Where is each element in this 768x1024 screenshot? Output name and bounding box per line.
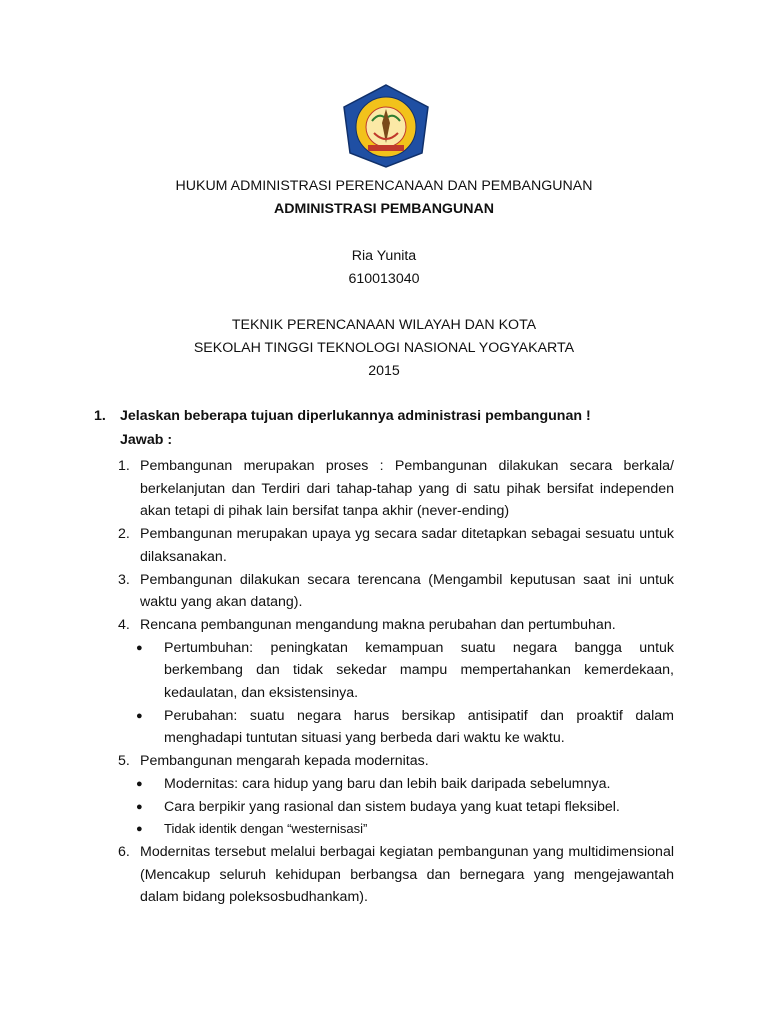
bullet-item xyxy=(118,637,674,705)
item-text: Pembangunan dilakukan secara terencana (Mengambil keputusan saat ini untuk waktu yang akan datang). xyxy=(140,571,674,611)
item-number: 2. xyxy=(118,526,130,543)
school-logo xyxy=(338,83,434,169)
item-text: Rencana pembangunan mengandung makna perubahan dan pertumbuhan. xyxy=(140,616,616,633)
list-item xyxy=(118,523,674,568)
bullet-icon: ● xyxy=(136,709,143,722)
list-item xyxy=(118,455,674,523)
item-text: Pembangunan merupakan upaya yg secara sadar ditetapkan sebagai sesuatu untuk dilaksanakan. xyxy=(140,526,674,565)
list-item xyxy=(118,750,674,773)
subject-title: ADMINISTRASI PEMBANGUNAN xyxy=(274,201,494,217)
item-text: Pembangunan mengarah kepada modernitas. xyxy=(140,753,429,770)
department: TEKNIK PERENCANAAN WILAYAH DAN KOTA xyxy=(231,317,537,333)
list-item xyxy=(118,614,674,637)
institution: SEKOLAH TINGGI TEKNOLOGI NASIONAL YOGYAKARTA xyxy=(193,340,575,356)
bullet-icon: ● xyxy=(136,777,143,790)
bullet-item xyxy=(118,773,674,796)
year: 2015 xyxy=(368,363,400,379)
bullet-text: Perubahan: suatu negara harus bersikap antisipatif dan proaktif dalam menghadapi tuntutan situasi yang berbeda dari waktu ke waktu. xyxy=(164,707,674,747)
question xyxy=(94,408,591,424)
bullet-text: Tidak identik dengan “westernisasi” xyxy=(164,821,368,837)
list-item xyxy=(118,569,674,614)
course-title: HUKUM ADMINISTRASI PERENCANAAN DAN PEMBANGUNAN xyxy=(175,178,593,194)
list-item xyxy=(118,841,674,909)
author-name: Ria Yunita xyxy=(351,248,417,264)
item-number: 4. xyxy=(118,616,130,633)
bullet-item xyxy=(118,818,674,841)
bullet-icon: ● xyxy=(136,823,143,836)
bullet-text: Cara berpikir yang rasional dan sistem budaya yang kuat tetapi fleksibel. xyxy=(164,798,620,815)
item-number: 6. xyxy=(118,843,130,860)
bullet-icon: ● xyxy=(136,641,143,654)
answer-list xyxy=(118,455,674,909)
question-number: 1. xyxy=(94,408,106,424)
bullet-item xyxy=(118,705,674,750)
item-text: Pembangunan merupakan proses : Pembangunan dilakukan secara berkala/ berkelanjutan dan Terdiri dari tahap-tahap yang di satu pihak bersifat independen akan tetapi di pihak lain bersifat tanpa akhir (never-ending) xyxy=(140,458,674,520)
answer-label: Jawab : xyxy=(120,432,173,448)
bullet-text: Pertumbuhan: peningkatan kemampuan suatu negara bangga untuk berkembang dan tidak sekedar mampu mempertahankan kemerdekaan, kedaulatan, dan eksistensinya. xyxy=(164,639,674,702)
item-text: Modernitas tersebut melalui berbagai kegiatan pembangunan yang multidimensional (Mencakup seluruh kehidupan berbangsa dan bernegara yang mengejawantah dalam bidang poleksosbudhankam). xyxy=(140,843,674,906)
item-number: 3. xyxy=(118,571,130,588)
bullet-item xyxy=(118,796,674,819)
question-text: Jelaskan beberapa tujuan diperlukannya administrasi pembangunan ! xyxy=(120,408,591,424)
item-number: 1. xyxy=(118,458,130,474)
item-number: 5. xyxy=(118,753,130,770)
bullet-text: Modernitas: cara hidup yang baru dan lebih baik daripada sebelumnya. xyxy=(164,775,611,792)
bullet-icon: ● xyxy=(136,800,143,813)
student-id: 610013040 xyxy=(348,271,420,287)
